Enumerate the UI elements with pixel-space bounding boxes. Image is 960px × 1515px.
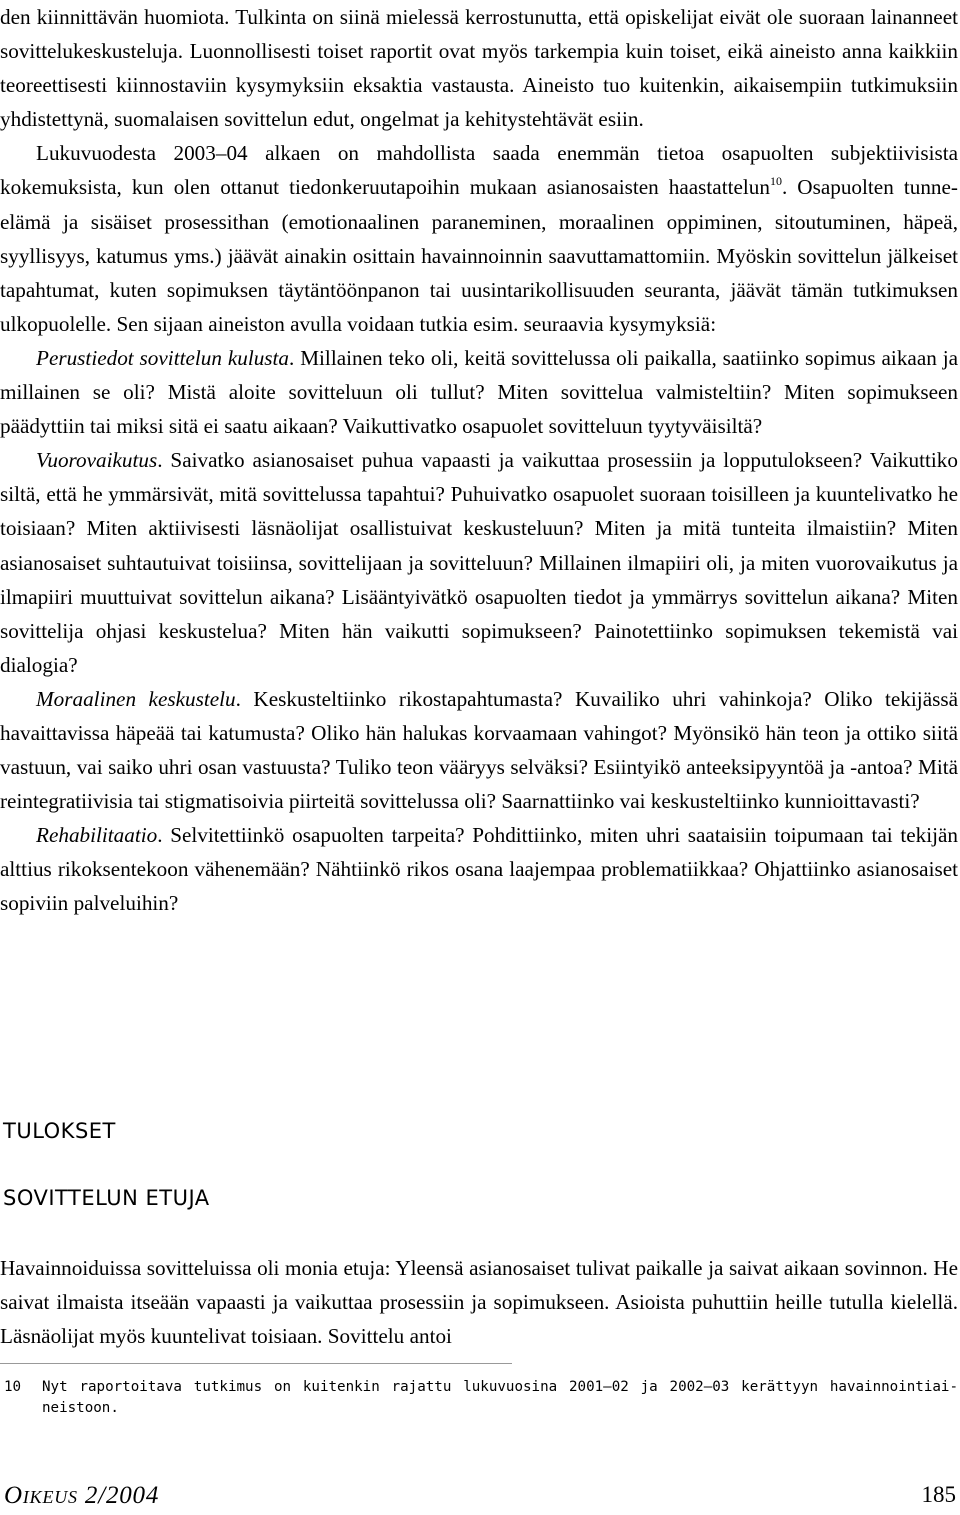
italic-run-in-label: Rehabilitaatio (36, 823, 158, 848)
subsection-heading-benefits: SOVITTELUN ETUJA (3, 1186, 210, 1210)
paragraph-text: . Osapuolten tunne-elämä ja sisäiset prosessithan (emotionaalinen paraneminen, moraalinen oppiminen, sitoutuminen, häpeä, syyllisyys, katumus yms.) jäävät ainakin osittain havainnoinnin saavuttamattomiin. Myöskin sovittelun jälkeiset tapahtumat, kuten sopimuksen täytäntöönpanon tai uusintarikollisuuden seuranta, jäävät tämän tutkimuksen ulkopuolelle. Sen sijaan aineiston avulla voidaan tutkia esim. seuraavia kysymyksiä: (0, 175, 958, 336)
footnote-reference: 10 (769, 174, 782, 189)
italic-run-in-label: Perustiedot sovittelun kulusta (36, 345, 290, 370)
paragraph-text: Lukuvuodesta 2003–04 alkaen on mahdollista saada enemmän tietoa osapuolten subjektiivisista kokemuksista, kun olen ottanut tiedonkeruutapoihin mukaan asianosaisten haastattelun (0, 141, 958, 200)
paragraph-basic-info (0, 341, 958, 443)
paragraph-interaction (0, 443, 958, 682)
paragraph-text: . Saivatko asianosaiset puhua vapaasti ja vaikuttaa prosessiin ja lopputulokseen? Vaikuttiko siltä, että he ymmärsivät, mitä sovittelussa tapahtui? Puhuivatko osapuolet suoraan toisilleen ja kuuntelivatko he toisiaan? Miten aktiivisesti läsnäolijat osallistuivat keskusteluun? Miten ja mitä tunteita ilmaistiin? Miten asianosaiset suhtautuivat toisiinsa, sovittelijaan ja sovitteluun? Millainen ilmapiiri oli, ja miten vuorovaikutus ja ilmapiiri muuttuivat sovittelun aikana? Lisääntyivätkö osapuolten tiedot ja ymmärrys sovittelun aikana? Miten sovittelija ohjasi keskustelua? Miten hän vaikutti sopimukseen? Painotettiinko sopimuksen tekemistä vai dialogia? (0, 448, 958, 677)
section-heading-results: TULOKSET (3, 1119, 116, 1143)
paragraph-moral-discussion (0, 682, 958, 818)
paragraph-text: . Keskusteltiinko rikostapahtumasta? Kuvailiko uhri vahinkoja? Oliko tekijässä havaittavissa häpeää tai katumusta? Oliko hän halukas korvaamaan vahingot? Myönsikö hän teon ja ottiko siitä vastuun, vai saiko uhri osan vastuusta? Tuliko teon vääryys selväksi? Esiintyikö anteeksipyyntöä ja -antoa? Mitä reintegratiivisia tai stigmatisoivia piirteitä sovittelussa oli? Saarnattiinko vai keskusteltiinko kunnioittavasti? (0, 686, 958, 814)
paragraph-text: den kiinnittävän huomiota. Tulkinta on siinä mielessä kerrostunutta, että opiskelijat eivät ole suoraan lainanneet sovittelukeskusteluja. Luonnollisesti toiset raportit ovat myös tarkempia kuin toiset, eikä aineisto anna kaikkiin teoreettisesti kiinnostaviin kysymyksiin eksaktia vastausta. Aineisto tuo kuitenkin, aikaisempiin tutkimuksiin yhdistettynä, suomalaisen sovittelun edut, ongelmat ja kehitystehtävät esiin. (0, 5, 958, 132)
page-footer (4, 1482, 956, 1512)
paragraph-data-collection (0, 136, 958, 341)
journal-name: Oikeus 2/2004 (4, 1482, 160, 1509)
footnote (0, 1377, 958, 1419)
paragraph-text: . Selvitettiinkö osapuolten tarpeita? Pohdittiinko, miten uhri saataisiin toipumaan tai tekijän alttius rikoksentekoon vähenemään? Nähtiinkö rikos osana laajempaa problematiikkaa? Ohjattiinko asianosaiset sopiviin palveluihin? (0, 823, 958, 916)
footnote-number: 10 (4, 1379, 22, 1395)
italic-run-in-label: Moraalinen keskustelu (36, 686, 236, 711)
paragraph-continuation (0, 0, 958, 136)
paragraph-rehabilitation (0, 818, 958, 920)
footnote-text: Nyt raportoitava tutkimus on kuitenkin rajattu lukuvuosina 2001–02 ja 2002–03 kerättyyn havainnointiaineistoon. (42, 1379, 958, 1416)
page-number: 185 (921, 1482, 956, 1507)
paragraph-text: . Millainen teko oli, keitä sovittelussa oli paikalla, saatiinko sopimus aikaan ja millainen se oli? Mistä aloite sovitteluun oli tullut? Miten sovittelua valmisteltiin? Miten sopimukseen päädyttiin tai miksi sitä ei saatu aikaan? Vaikuttivatko osapuolet sovitteluun tyytyväisiltä? (0, 345, 958, 439)
body-text-results (0, 1251, 958, 1353)
paragraph-benefits: Havainnoiduissa sovitteluissa oli monia etuja: Yleensä asianosaiset tulivat paikalle ja saivat aikaan sovinnon. He saivat ilmaista itseään vapaasti ja vaikuttaa prosessiin ja sopimukseen. Asioista puhuttiin heille tutulla kielellä. Läsnäolijat myös kuuntelivat toisiaan. Sovittelu antoi (0, 1256, 958, 1349)
italic-run-in-label: Vuorovaikutus (36, 448, 158, 473)
footnote-divider (0, 1363, 512, 1364)
